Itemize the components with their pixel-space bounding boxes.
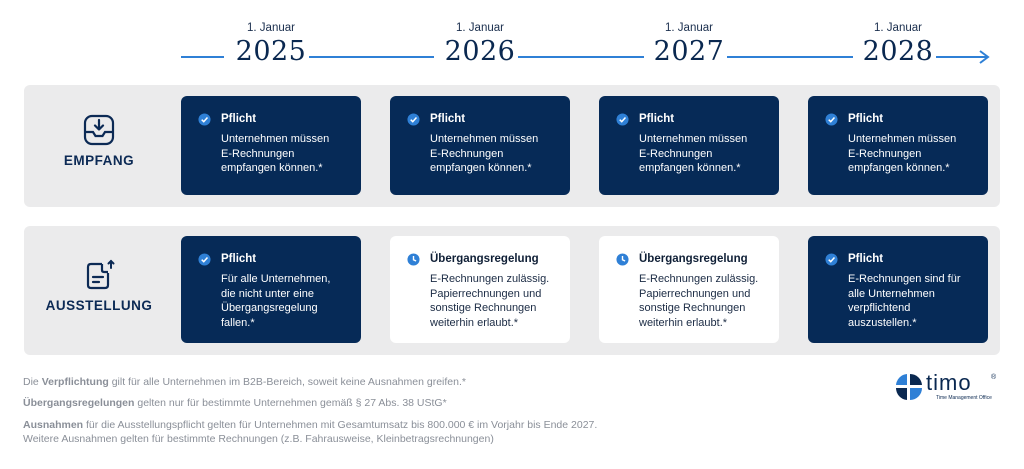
card-status: Übergangsregelung [639,253,748,265]
card-text-line: auszustellen.* [848,316,917,329]
card-ausstellung-2028 [808,236,988,343]
card-empfang-2027 [599,96,779,195]
card-ausstellung-2026 [390,236,570,343]
row-empfang [24,85,1000,207]
card-status: Pflicht [221,253,257,265]
card-text-line: empfangen können.* [639,162,741,175]
footnote-term: Übergangsregelungen [23,397,135,409]
logo-registered: ® [991,374,997,381]
card-text [848,272,976,330]
clock-icon [407,253,420,266]
card-text-line: empfangen können.* [221,162,323,175]
timeline-line [727,56,853,58]
card-text-line: fallen.* [221,316,255,329]
check-badge-icon [616,113,629,126]
card-text-line: weiterhin erlaubt.* [430,316,519,329]
card-text-line: Unternehmen müssen [221,133,330,145]
footnote-text: Die [23,376,42,388]
inbox-icon [82,113,116,147]
card-text-line: Unternehmen müssen [639,133,748,145]
card-text [430,132,558,176]
document-upload-icon [82,258,116,292]
footnote-uebergangsregelungen [23,396,447,410]
check-badge-icon [198,253,211,266]
card-text-line: Für alle Unternehmen, [221,273,331,285]
footnote-text: gilt für alle Unternehmen im B2B-Bereich, soweit keine Ausnahmen greifen.* [108,376,466,388]
card-text-line: Unternehmen müssen [430,133,539,145]
timeline-year: 2026 [444,36,516,67]
timeline-date-label: 1. Januar [874,22,922,34]
card-text-line: E-Rechnungen zulässig. [639,273,759,285]
timo-logo [894,372,1004,406]
card-ausstellung-2025 [181,236,361,343]
card-text-line: sonstige Rechnungen [639,302,746,315]
card-text-line: E-Rechnungen zulässig. [430,273,550,285]
timeline-year: 2027 [653,36,725,67]
clock-icon [616,253,629,266]
card-text-line: E-Rechnungen [221,147,295,160]
card-text [848,132,976,176]
card-text-line: Übergangsregelung [221,302,318,315]
timeline-column-2027 [599,22,779,67]
card-empfang-2025 [181,96,361,195]
card-text-line: E-Rechnungen [430,147,504,160]
card-text-line: Unternehmen müssen [848,133,957,145]
timeline-date-label: 1. Januar [665,22,713,34]
card-text-line: E-Rechnungen [639,147,713,160]
card-empfang-2026 [390,96,570,195]
timeline-line [518,56,644,58]
row-label-empfang [24,113,174,168]
row-title: AUSSTELLUNG [45,298,153,313]
card-text [221,132,349,176]
timeline-line [309,56,434,58]
card-empfang-2028 [808,96,988,195]
timeline-date-label: 1. Januar [456,22,504,34]
footnote-ausnahmen [23,418,597,446]
check-badge-icon [198,113,211,126]
card-status: Pflicht [848,253,884,265]
timeline-date-label: 1. Januar [247,22,295,34]
card-text-line: weiterhin erlaubt.* [639,316,728,329]
card-text-line: die nicht unter eine [221,287,314,300]
card-text-line: verpflichtend [848,302,911,315]
timeline-column-2028 [808,22,988,67]
check-badge-icon [825,253,838,266]
card-status: Pflicht [221,113,257,125]
card-text-line: Papierrechnungen und [430,287,542,300]
card-status: Pflicht [430,113,466,125]
row-ausstellung [24,226,1000,355]
logo-tagline: Time Management Office [936,395,992,401]
card-ausstellung-2027 [599,236,779,343]
card-text [639,272,767,330]
card-text [430,272,558,330]
check-badge-icon [407,113,420,126]
card-text-line: empfangen können.* [848,162,950,175]
timeline-column-2025 [181,22,361,67]
card-text-line: empfangen können.* [430,162,532,175]
row-title: EMPFANG [63,153,135,168]
footnote-term: Ausnahmen [23,419,84,431]
footnote-text: gelten nur für bestimmte Unternehmen gemäß § 27 Abs. 38 UStG* [134,397,447,409]
timeline-line [181,56,224,58]
logo-wordmark: timo [926,370,972,395]
check-badge-icon [825,113,838,126]
card-text [639,132,767,176]
arrow-right-icon [972,48,990,66]
card-text-line: sonstige Rechnungen [430,302,537,315]
card-status: Pflicht [848,113,884,125]
row-label-ausstellung [24,258,174,313]
footnote-text: Weitere Ausnahmen gelten für bestimmte Rechnungen (z.B. Fahrausweise, Kleinbetragsrechnungen) [23,433,494,445]
timo-logo-icon [894,372,924,402]
card-text-line: E-Rechnungen [848,147,922,160]
timeline-year: 2028 [862,36,934,67]
footnote-text: für die Ausstellungspflicht gelten für Unternehmen mit Gesamtumsatz bis 800.000 € im Vorjahr bis Ende 2027. [83,419,598,431]
timeline-column-2026 [390,22,570,67]
timeline-year: 2025 [235,36,307,67]
card-status: Übergangsregelung [430,253,539,265]
card-status: Pflicht [639,113,675,125]
card-text-line: E-Rechnungen sind für [848,273,961,285]
footnote-term: Verpflichtung [41,376,109,388]
footnote-verpflichtung [23,375,466,389]
card-text-line: alle Unternehmen [848,287,935,300]
card-text [221,272,349,330]
card-text-line: Papierrechnungen und [639,287,751,300]
